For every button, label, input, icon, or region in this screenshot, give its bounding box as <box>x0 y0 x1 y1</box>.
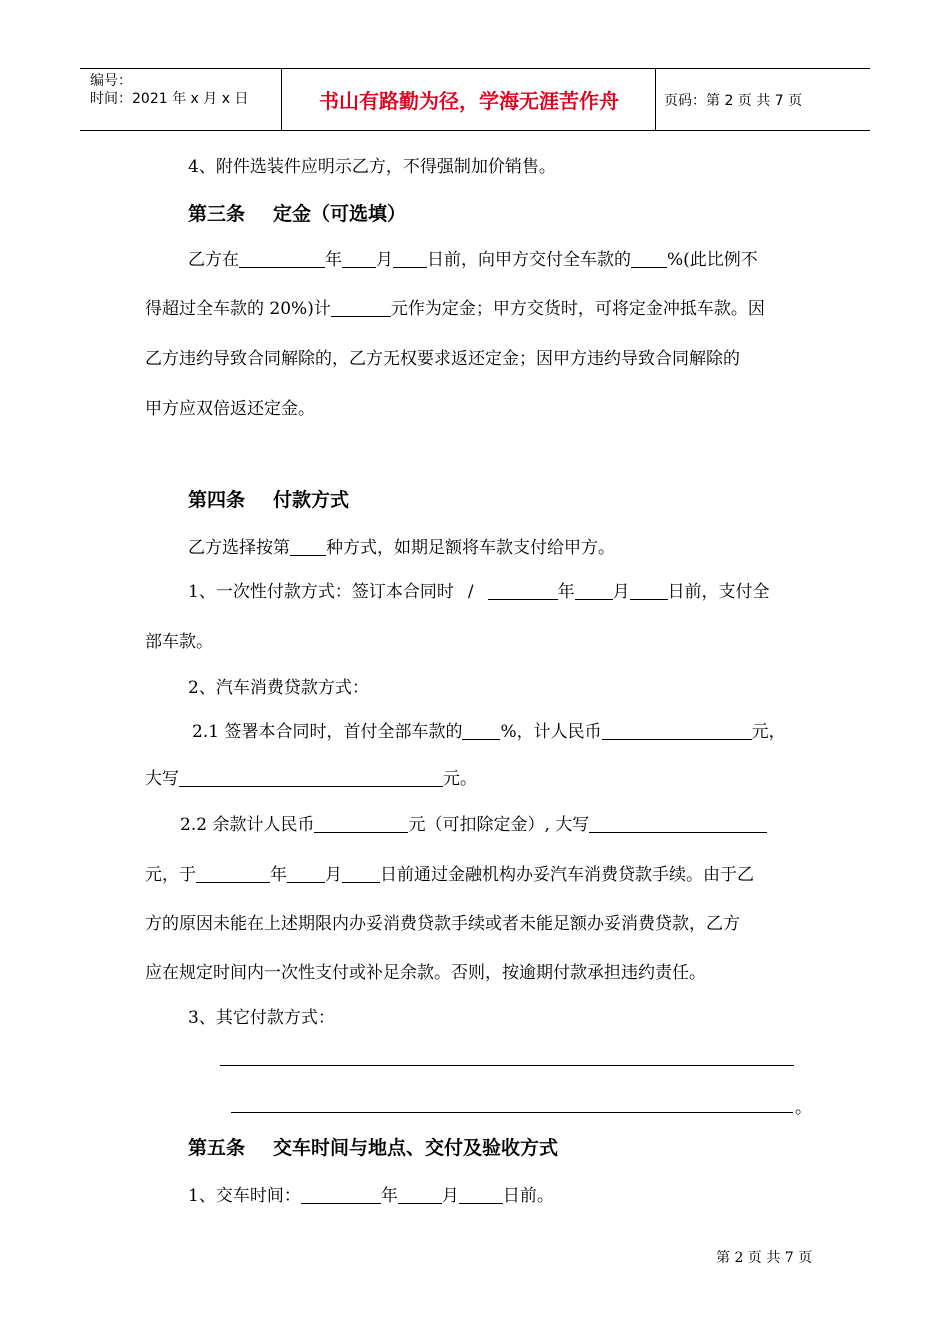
paragraph-line <box>188 581 770 603</box>
period-mark: 。 <box>795 1098 812 1118</box>
section-heading-5 <box>188 1136 558 1160</box>
text: 日前。 <box>502 1186 554 1206</box>
fill-blank[interactable] <box>630 581 668 600</box>
fill-blank[interactable] <box>631 249 667 268</box>
fill-blank[interactable] <box>290 537 326 556</box>
fill-blank[interactable] <box>342 249 376 268</box>
paragraph-line: 4、附件选装件应明示乙方，不得强制加价销售。 <box>188 157 556 177</box>
paragraph-line <box>192 721 786 743</box>
section-number: 第五条 <box>188 1137 246 1159</box>
text: 元作为定金；甲方交货时，可将定金冲抵车款。因 <box>390 299 765 319</box>
paragraph-line: 方的原因未能在上述期限内办妥消费贷款手续或者未能足额办妥消费贷款，乙方 <box>145 914 740 934</box>
text: 2.1 签署本合同时，首付全部车款的 <box>192 722 463 742</box>
section-title: 付款方式 <box>273 489 350 511</box>
text: 年 <box>325 250 342 270</box>
fill-blank[interactable] <box>301 1185 381 1204</box>
text: 大写 <box>145 769 179 789</box>
fill-blank[interactable] <box>331 298 391 317</box>
text: 1、一次性付款方式：签订本合同时 <box>188 582 454 602</box>
paragraph-line <box>145 864 754 886</box>
fill-blank[interactable] <box>398 1185 442 1204</box>
paragraph-line: 3、其它付款方式： <box>188 1008 335 1028</box>
text: 乙方在 <box>188 250 239 270</box>
text: 元（可扣除定金）, 大写 <box>408 815 590 835</box>
fill-blank[interactable] <box>462 721 500 740</box>
paragraph-line <box>145 768 477 790</box>
doc-number-label: 编号： <box>90 73 132 89</box>
fill-blank[interactable] <box>575 581 613 600</box>
text: 种方式，如期足额将车款支付给甲方。 <box>326 538 615 558</box>
fill-blank[interactable] <box>287 864 325 883</box>
text: 日前，支付全 <box>667 582 770 602</box>
fill-blank[interactable] <box>196 864 270 883</box>
text: 月 <box>325 865 342 885</box>
text: %(此比例不 <box>667 250 758 270</box>
text: 元， <box>751 722 786 742</box>
fill-blank[interactable] <box>488 581 558 600</box>
fill-blank[interactable] <box>393 249 427 268</box>
paragraph-line <box>145 298 765 320</box>
section-heading-4 <box>188 488 349 512</box>
fill-blank[interactable] <box>239 249 325 268</box>
header-motto: 书山有路勤为径，学海无涯苦作舟 <box>319 89 619 113</box>
fill-blank[interactable] <box>459 1185 503 1204</box>
page-header <box>80 68 870 131</box>
header-meta <box>90 72 248 108</box>
header-divider <box>655 69 656 130</box>
text: 月 <box>376 250 393 270</box>
page-footer: 第 2 页 共 7 页 <box>716 1250 813 1266</box>
paragraph-line: 应在规定时间内一次性支付或补足余款。否则，按逾期付款承担违约责任。 <box>145 963 706 983</box>
text: 2.2 余款计人民币 <box>180 815 315 835</box>
doc-date-label: 时间：2021 年 x 月 x 日 <box>90 91 249 107</box>
text: 月 <box>612 582 630 602</box>
fill-blank[interactable] <box>589 814 767 833</box>
text: 元。 <box>443 769 477 789</box>
paragraph-line <box>180 814 767 836</box>
paragraph-line <box>188 1185 554 1207</box>
paragraph-line: 甲方应双倍返还定金。 <box>145 399 315 419</box>
text: 年 <box>270 865 287 885</box>
section-number: 第三条 <box>188 203 246 225</box>
text: / <box>467 582 474 602</box>
fill-line[interactable] <box>231 1112 793 1113</box>
text: 年 <box>557 582 575 602</box>
fill-blank[interactable] <box>179 768 443 787</box>
fill-line[interactable] <box>220 1065 794 1066</box>
paragraph-line: 乙方违约导致合同解除的，乙方无权要求返还定金；因甲方违约导致合同解除的 <box>145 349 740 369</box>
header-page-number: 页码：第 2 页 共 7 页 <box>664 92 803 109</box>
text: 日前通过金融机构办妥汽车消费贷款手续。由于乙 <box>380 865 754 885</box>
text: 年 <box>380 1186 398 1206</box>
text: 得超过全车款的 20%)计 <box>145 299 331 319</box>
paragraph-line <box>188 537 615 559</box>
text: 月 <box>441 1186 459 1206</box>
paragraph-line: 部车款。 <box>145 632 213 652</box>
text: %，计人民币 <box>500 722 602 742</box>
text: 乙方选择按第 <box>188 538 290 558</box>
section-number: 第四条 <box>188 489 246 511</box>
paragraph-line <box>188 249 758 271</box>
fill-blank[interactable] <box>342 864 380 883</box>
fill-blank[interactable] <box>314 814 408 833</box>
section-title: 定金（可选填） <box>273 203 407 225</box>
section-title: 交车时间与地点、交付及验收方式 <box>273 1137 559 1159</box>
text: 日前，向甲方交付全车款的 <box>427 250 631 270</box>
section-heading-3 <box>188 202 406 226</box>
fill-blank[interactable] <box>602 721 752 740</box>
paragraph-line: 2、汽车消费贷款方式： <box>188 678 369 698</box>
text: 元，于 <box>145 865 196 885</box>
text: 1、交车时间： <box>188 1186 301 1206</box>
